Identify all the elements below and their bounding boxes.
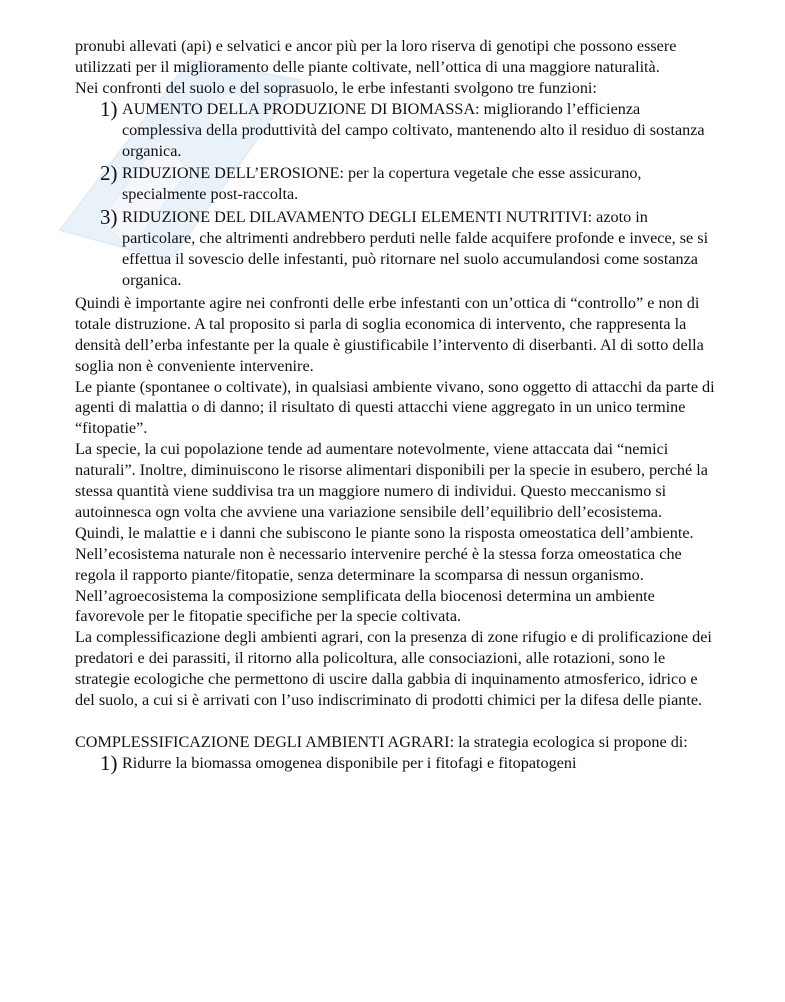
paragraph-complessificazione: La complessificazione degli ambienti agrari, con la presenza di zone rifugio e di prolificazione dei predatori e dei parassiti, il ritorno alla policoltura, alle consociazioni, alle rotazioni, sono le strategie ecologiche che permettono di uscire dalla gabbia di inquinamento atmosferico, idrico e del suolo, a cui si è arrivati con l’uso indiscriminato di prodotti chimici per la difesa delle piante.	[75, 628, 712, 710]
paragraph-fitopatie: Le piante (spontanee o coltivate), in qualsiasi ambiente vivano, sono oggetto di attacchi da parte di agenti di malattia o di danno; il risultato di questi attacchi viene aggregato in un unico termine “fitopatie”.	[75, 377, 715, 438]
list-number: 1)	[100, 96, 118, 121]
list-item-text: RIDUZIONE DELL’EROSIONE: per la copertura vegetale che esse assicurano, specialmente post-raccolta.	[122, 164, 642, 204]
function-item	[75, 96, 715, 162]
function-item	[75, 207, 715, 291]
function-item	[75, 163, 715, 205]
paragraph-nemici-naturali: La specie, la cui popolazione tende ad aumentare notevolmente, viene attaccata dai “nemici naturali”. Inoltre, diminuiscono le risorse alimentari disponibili per la specie in esubero, perché la stessa quantità viene suddivisa tra un maggiore numero di individui. Questo meccanismo si autoinnesca ogn volta che avviene una variazione sensibile dell’equilibrio dell’ecosistema.	[75, 440, 708, 521]
list-number: 1)	[100, 750, 118, 775]
intro-paragraph: pronubi allevati (api) e selvatici e ancor più per la loro riserva di genotipi che possono essere utilizzati per il miglioramento delle piante coltivate, nell’ottica di una maggiore naturalità.	[75, 37, 677, 76]
list-number: 2)	[100, 161, 118, 186]
functions-list	[75, 96, 715, 291]
blank-line	[75, 711, 715, 732]
paragraph-risposta-omeostatica: Quindi, le malattie e i danni che subiscono le piante sono la risposta omeostatica dell’ambiente.	[75, 523, 694, 542]
section-item	[75, 750, 715, 775]
paragraph-agroecosistema: Nell’agroecosistema la composizione semplificata della biocenosi determina un ambiente favorevole per le fitopatie specifiche per la specie coltivata.	[75, 586, 655, 626]
section-list	[75, 750, 715, 775]
list-item-text: RIDUZIONE DEL DILAVAMENTO DEGLI ELEMENTI NUTRITIVI: azoto in particolare, che altrimenti andrebbero perduti nelle falde acquifere profonde e invece, se si effettua il sovescio delle infestanti, può ritornare nel suolo accumulandosi come sostanza organica.	[122, 208, 709, 289]
functions-intro: Nei confronti del suolo e del soprasuolo, le erbe infestanti svolgono tre funzioni:	[75, 78, 597, 97]
paragraph-ecosistema-naturale: Nell’ecosistema naturale non è necessario intervenire perché è la stessa forza omeostatica che regola il rapporto piante/fitopatie, senza determinare la scomparsa di nessun organismo.	[75, 544, 682, 584]
list-item-text: Ridurre la biomassa omogenea disponibile per i fitofagi e fitopatogeni	[122, 753, 577, 772]
document-page	[75, 36, 715, 776]
list-number: 3)	[100, 205, 118, 230]
paragraph-soglia: Quindi è importante agire nei confronti delle erbe infestanti con un’ottica di “controllo” e non di totale distruzione. A tal proposito si parla di soglia economica di intervento, che rappresenta la densità dell’erba infestante per la quale è giustificabile l’intervento di diserbanti. Al di sotto della soglia non è conveniente intervenire.	[75, 293, 704, 375]
section-heading: COMPLESSIFICAZIONE DEGLI AMBIENTI AGRARI: la strategia ecologica si propone di:	[75, 733, 688, 751]
list-item-text: AUMENTO DELLA PRODUZIONE DI BIOMASSA: migliorando l’efficienza complessiva della produttività del campo coltivato, mantenendo alto il residuo di sostanza organica.	[122, 99, 705, 160]
